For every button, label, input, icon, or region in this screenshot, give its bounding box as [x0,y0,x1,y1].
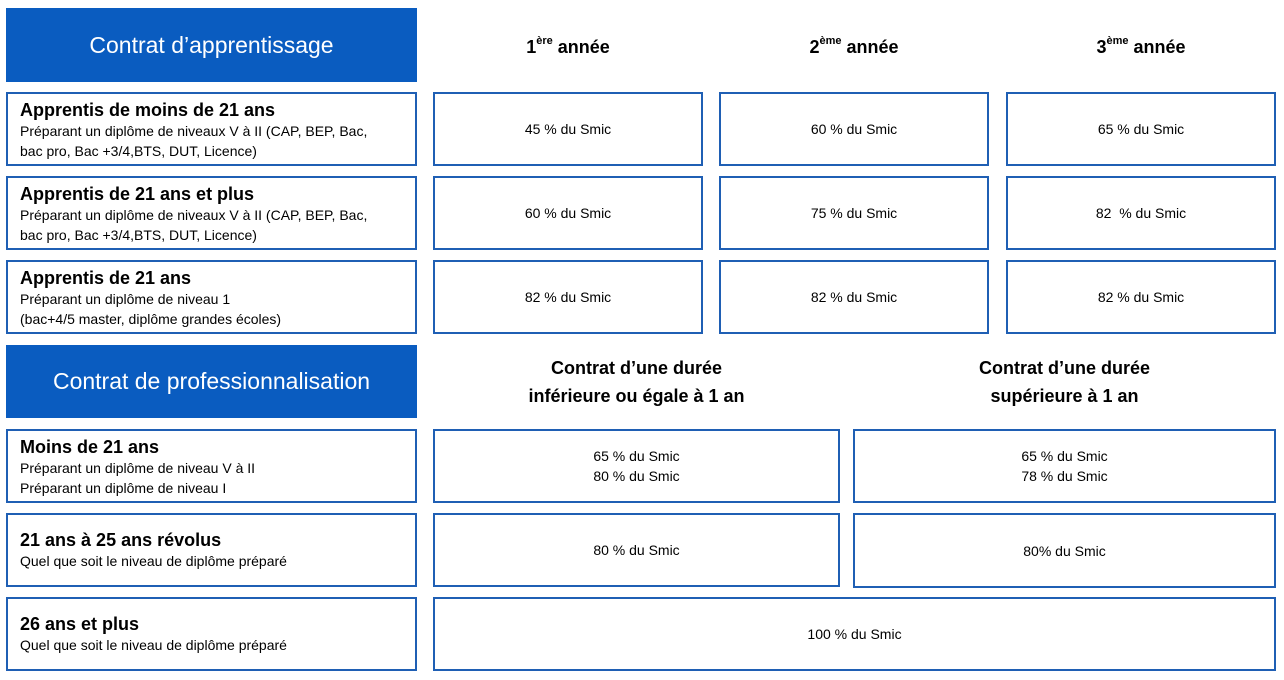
row-title: 26 ans et plus [20,614,140,634]
value-line1: 65 % du Smic [593,448,680,464]
col-header-duree-inf-1an [433,354,840,410]
value-cell: 82 % du Smic [1006,260,1276,334]
row-desc-line1: Quel que soit le niveau de diplôme préparé [20,637,287,653]
year-1-label: 1ère année [526,35,610,57]
value-cell: 82 % du Smic [433,260,703,334]
value-cell-merged: 100 % du Smic [433,597,1276,671]
year-2-label: 2ème année [809,35,899,57]
row-title: Apprentis de moins de 21 ans [20,100,276,120]
row-title: Apprentis de 21 ans et plus [20,184,255,204]
col-header-year-1 [433,28,703,62]
col-header-line1: Contrat d’une durée [550,358,722,378]
row-desc-line1: Préparant un diplôme de niveaux V à II (CAP, BEP, Bac, [20,207,368,223]
row-desc-line1: Préparant un diplôme de niveau 1 [20,291,231,307]
row-label-26-plus [6,597,417,671]
value-line1: 65 % du Smic [1021,448,1108,464]
col-header-duree-sup-1an [853,354,1276,410]
row-desc-line2: bac pro, Bac +3/4,BTS, DUT, Licence) [20,227,257,243]
row-desc-line2: (bac+4/5 master, diplôme grandes écoles) [20,311,282,327]
row-title: Apprentis de 21 ans [20,268,192,288]
apprentissage-title: Contrat d’apprentissage [89,31,334,58]
value-cell: 80% du Smic [853,513,1276,588]
col-header-year-3 [1006,28,1276,62]
col-header-year-2 [719,28,989,62]
col-header-line2: supérieure à 1 an [990,386,1139,406]
row-desc-line1: Quel que soit le niveau de diplôme préparé [20,553,287,569]
value-cell: 75 % du Smic [719,176,989,250]
value-cell: 65 % du Smic [1006,92,1276,166]
value-line2: 78 % du Smic [1021,468,1108,484]
value-cell [433,429,840,503]
row-label-21-25 [6,513,417,587]
value-cell: 60 % du Smic [719,92,989,166]
value-cell [853,429,1276,503]
apprentissage-header [6,8,417,82]
professionnalisation-header [6,345,417,418]
row-label-moins-21 [6,429,417,503]
col-header-line1: Contrat d’une durée [978,358,1150,378]
col-header-line2: inférieure ou égale à 1 an [528,386,745,406]
value-line2: 80 % du Smic [593,468,680,484]
row-desc-line1: Préparant un diplôme de niveau V à II [20,460,256,476]
row-title: Moins de 21 ans [20,437,160,457]
value-cell: 60 % du Smic [433,176,703,250]
value-cell: 82 % du Smic [719,260,989,334]
value-cell: 45 % du Smic [433,92,703,166]
row-desc-line2: bac pro, Bac +3/4,BTS, DUT, Licence) [20,143,257,159]
row-label-apprentis-21-plus [6,176,417,250]
year-3-label: 3ème année [1096,35,1186,57]
row-label-apprentis-moins-21 [6,92,417,166]
value-cell: 80 % du Smic [433,513,840,587]
row-desc-line1: Préparant un diplôme de niveaux V à II (CAP, BEP, Bac, [20,123,368,139]
professionnalisation-title: Contrat de professionnalisation [52,368,371,394]
row-label-apprentis-21 [6,260,417,334]
row-title: 21 ans à 25 ans révolus [20,530,222,550]
value-cell: 82 % du Smic [1006,176,1276,250]
row-desc-line2: Préparant un diplôme de niveau I [20,480,227,496]
